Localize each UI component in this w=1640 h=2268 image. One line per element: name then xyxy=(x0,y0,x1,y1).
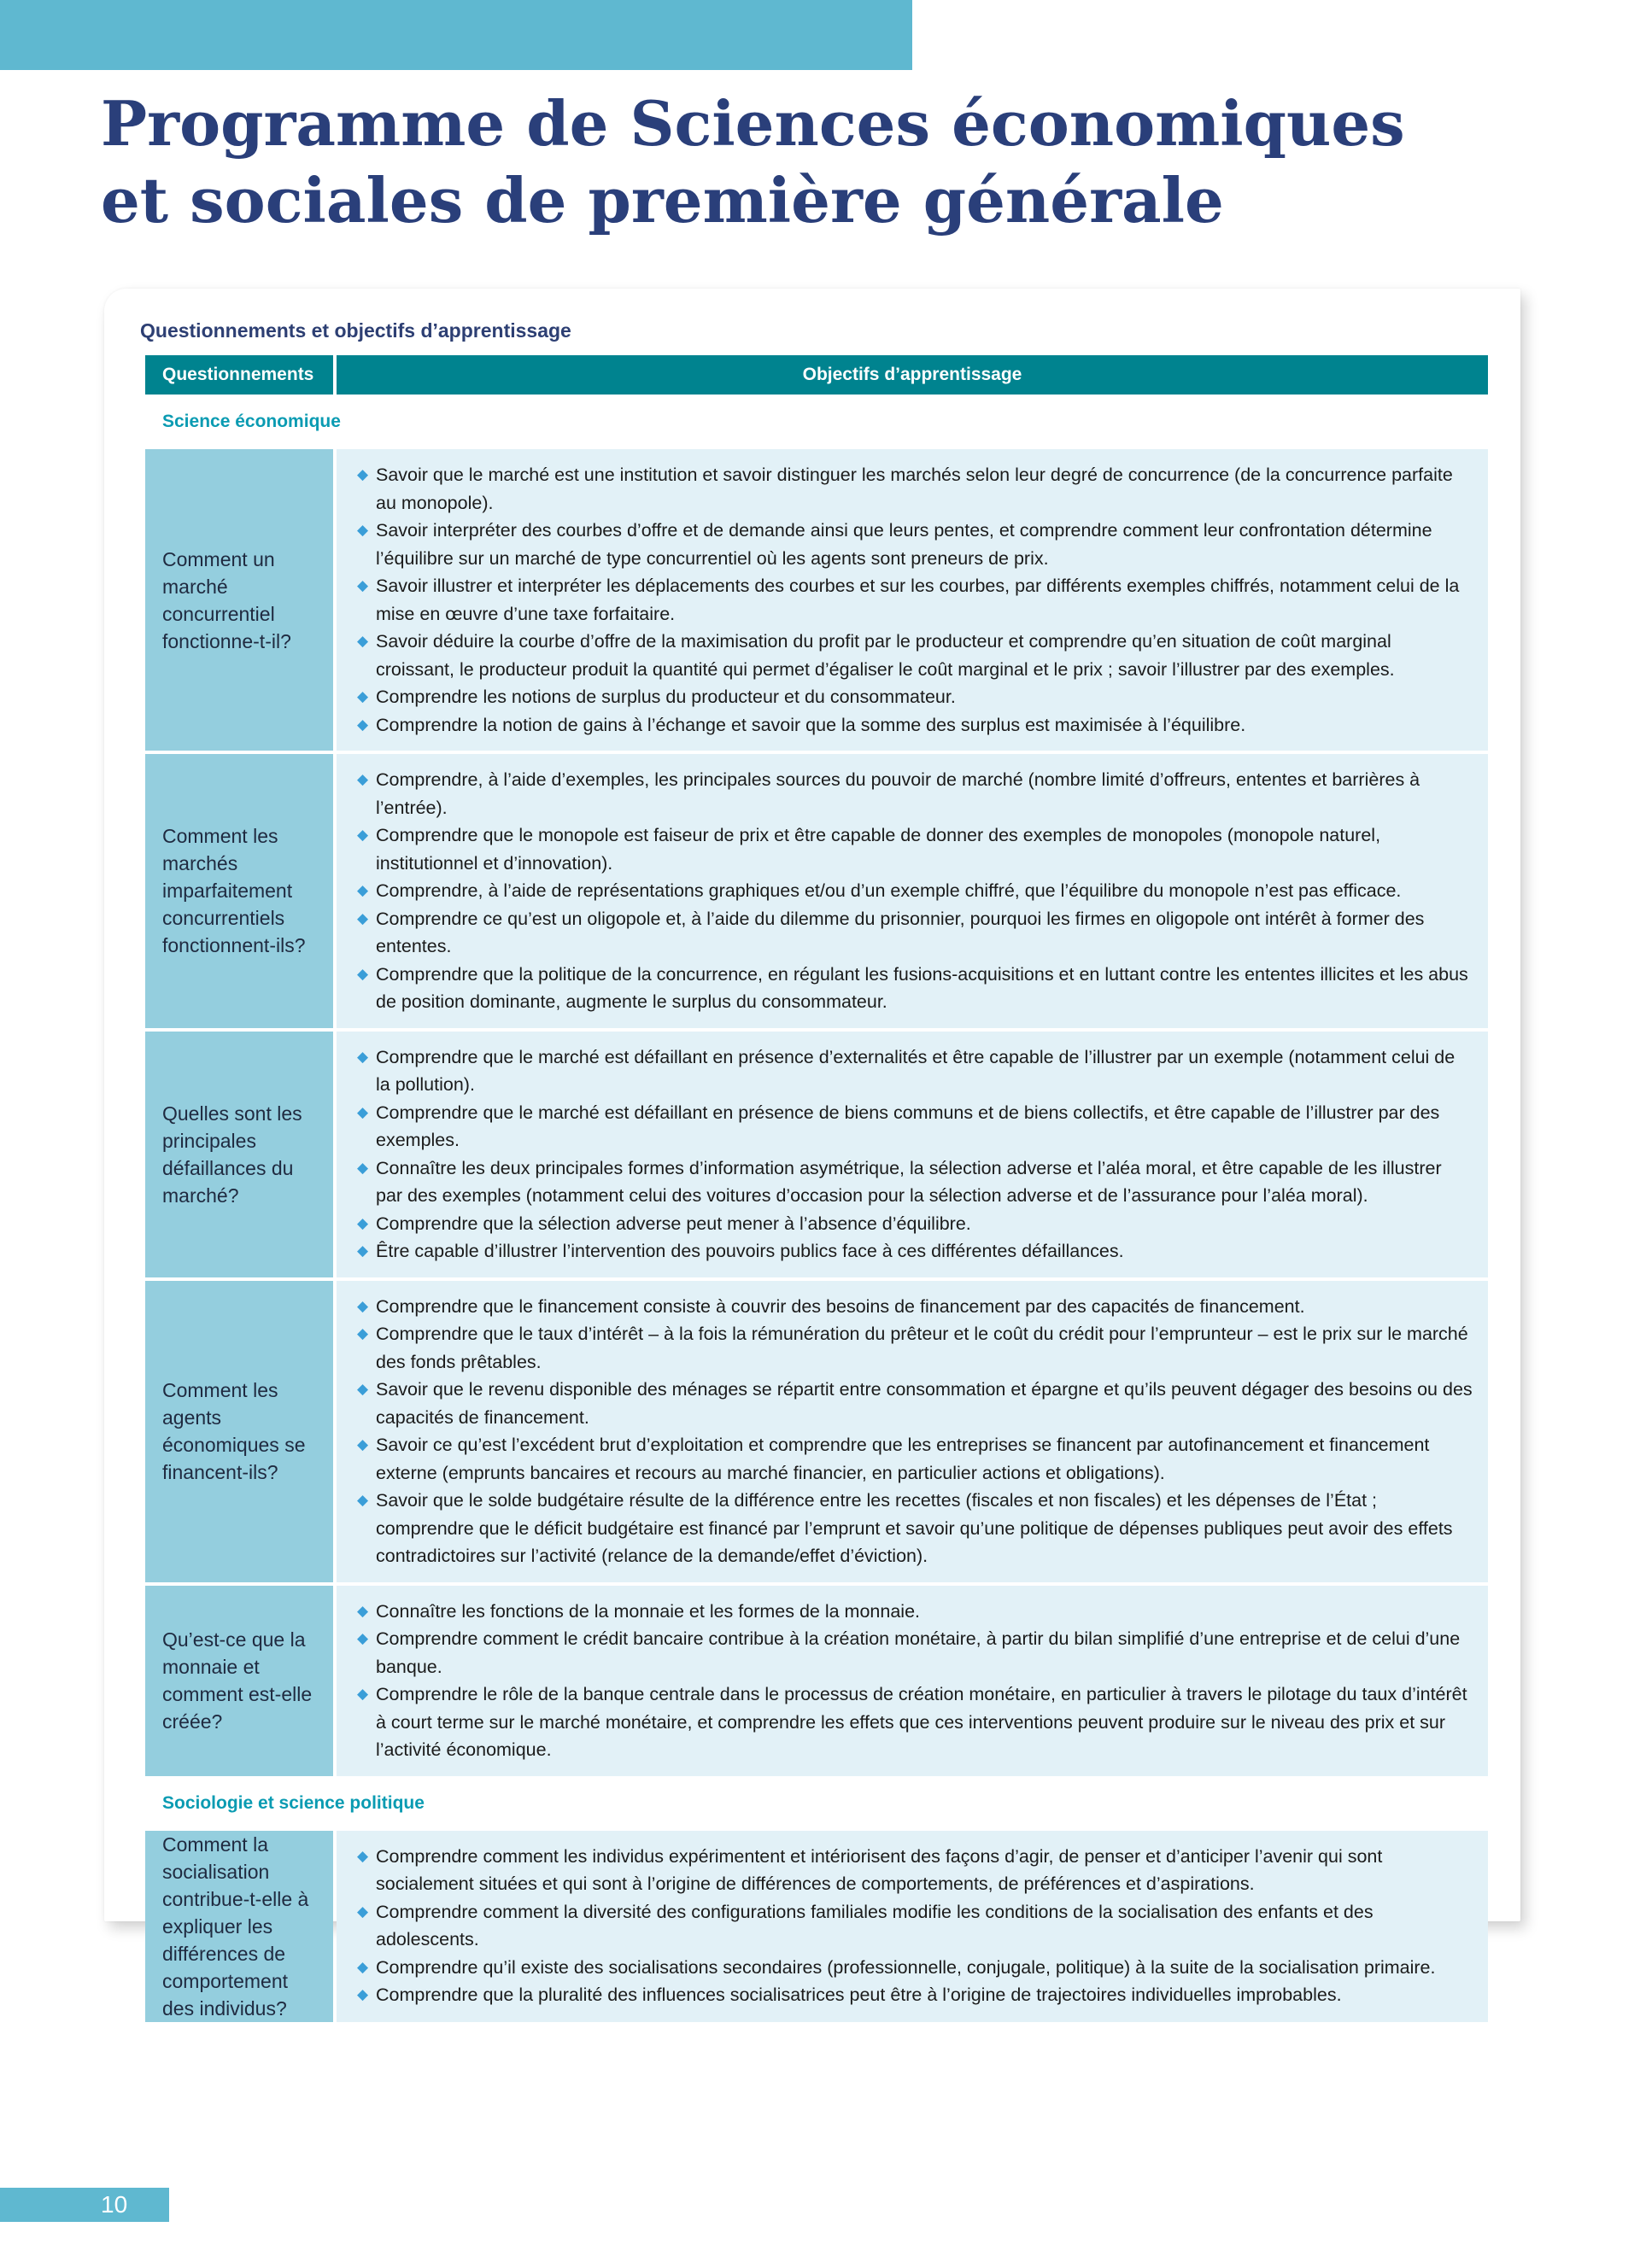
page-title-line-2: et sociales de première générale xyxy=(101,164,1224,237)
objective-item: ◆ Savoir déduire la courbe d’offre de la maximisation du profit par le producteur et comprendre qu’en situation de coût marginal croissant, le producteur produit la quantité qui permet d’égaliser le coût marginal et le prix ; savoir l’illustrer par des exemples. xyxy=(357,628,1473,683)
objectives-cell xyxy=(337,1586,1488,1776)
objective-item: ◆ Savoir interpréter des courbes d’offre et de demande ainsi que leurs pentes, et comprendre comment leur confrontation détermine l’équilibre sur un marché de type concurrentiel où les agents sont preneurs de prix. xyxy=(357,517,1473,572)
table-header-row xyxy=(145,355,1488,395)
program-table xyxy=(142,352,1491,2025)
table-body xyxy=(145,398,1488,2022)
question-cell: Qu’est-ce que la monnaie et comment est-elle créée? xyxy=(145,1586,333,1776)
objectives-cell xyxy=(337,449,1488,751)
objective-item: ◆ Comprendre que le monopole est faiseur de prix et être capable de donner des exemples de monopoles (monopole naturel, institutionnel et d’innovation). xyxy=(357,821,1473,877)
question-cell: Comment les agents économiques se financent-ils? xyxy=(145,1281,333,1582)
question-cell: Quelles sont les principales défaillances du marché? xyxy=(145,1032,333,1277)
objective-item: ◆ Comprendre le rôle de la banque centrale dans le processus de création monétaire, en particulier à travers le pilotage du taux d’intérêt à court terme sur le marché monétaire, et comprendre les effets que ces interventions peuvent produire sur le niveau des prix et sur l’activité économique. xyxy=(357,1681,1473,1764)
objectives-list xyxy=(357,461,1473,739)
section-title: Science économique xyxy=(162,412,341,431)
table-row xyxy=(145,1032,1488,1277)
objective-item: ◆ Comprendre comment la diversité des configurations familiales modifie les conditions de la socialisation des enfants et des adolescents. xyxy=(357,1898,1473,1954)
section-row xyxy=(145,1780,1488,1827)
section-row xyxy=(145,398,1488,446)
table-row xyxy=(145,449,1488,751)
page-title-line-1: Programme de Sciences économiques xyxy=(101,87,1405,160)
objective-item: ◆ Savoir que le marché est une institution et savoir distinguer les marchés selon leur degré de concurrence (de la concurrence parfaite au monopole). xyxy=(357,461,1473,517)
card-heading: Questionnements et objectifs d’apprentissage xyxy=(140,319,571,342)
objective-item: ◆ Comprendre que la politique de la concurrence, en régulant les fusions-acquisitions et en luttant contre les ententes illicites et les abus de position dominante, augmente le surplus du consommateur. xyxy=(357,961,1473,1016)
page-number: 10 xyxy=(0,2188,169,2222)
objectives-cell xyxy=(337,754,1488,1028)
objective-item: ◆ Comprendre comment le crédit bancaire contribue à la création monétaire, à partir du bilan simplifié d’une entreprise et de celui d’une banque. xyxy=(357,1625,1473,1681)
table-row xyxy=(145,754,1488,1028)
program-card xyxy=(104,289,1520,2020)
top-accent-bar xyxy=(0,0,912,70)
objectives-list xyxy=(357,1043,1473,1266)
objectives-list xyxy=(357,1293,1473,1570)
objective-item: ◆ Comprendre que le marché est défaillant en présence de biens communs et de biens collectifs, et être capable de l’illustrer par des exemples. xyxy=(357,1099,1473,1154)
objective-item: ◆ Comprendre que la pluralité des influences socialisatrices peut être à l’origine de trajectoires individuelles improbables. xyxy=(357,1981,1473,2009)
objectives-list xyxy=(357,1843,1473,2009)
objective-item: ◆ Savoir que le revenu disponible des ménages se répartit entre consommation et épargne et qu’ils peuvent dégager des besoins ou des capacités de financement. xyxy=(357,1376,1473,1431)
objective-item: ◆ Comprendre, à l’aide d’exemples, les principales sources du pouvoir de marché (nombre limité d’offreurs, ententes et barrières à l’entrée). xyxy=(357,766,1473,821)
table-row xyxy=(145,1281,1488,1582)
objective-item: ◆ Savoir illustrer et interpréter les déplacements des courbes et sur les courbes, par différents exemples chiffrés, notamment celui de la mise en œuvre d’une taxe forfaitaire. xyxy=(357,572,1473,628)
objectives-list xyxy=(357,766,1473,1016)
objective-item: ◆ Comprendre que le financement consiste à couvrir des besoins de financement par des capacités de financement. xyxy=(357,1293,1473,1321)
header-questions: Questionnements xyxy=(145,355,333,395)
objective-item: ◆ Comprendre la notion de gains à l’échange et savoir que la somme des surplus est maximisée à l’équilibre. xyxy=(357,711,1473,739)
objective-item: ◆ Comprendre que le marché est défaillant en présence d’externalités et être capable de l’illustrer par un exemple (notamment celui de la pollution). xyxy=(357,1043,1473,1099)
table-row xyxy=(145,1586,1488,1776)
objective-item: ◆ Savoir ce qu’est l’excédent brut d’exploitation et comprendre que les entreprises se financent par autofinancement et financement externe (emprunts bancaires et recours au marché financier, en particulier actions et obligations). xyxy=(357,1431,1473,1487)
question-cell: Comment la socialisation contribue-t-elle à expliquer les différences de comportement des individus? xyxy=(145,1831,333,2022)
objective-item: ◆ Comprendre les notions de surplus du producteur et du consommateur. xyxy=(357,683,1473,711)
question-cell: Comment un marché concurrentiel fonctionne-t-il? xyxy=(145,449,333,751)
table-row xyxy=(145,1831,1488,2022)
page-title xyxy=(101,85,1405,239)
objectives-cell xyxy=(337,1831,1488,2022)
objective-item: ◆ Être capable d’illustrer l’intervention des pouvoirs publics face à ces différentes défaillances. xyxy=(357,1237,1473,1266)
objective-item: ◆ Comprendre, à l’aide de représentations graphiques et/ou d’un exemple chiffré, que l’équilibre du monopole n’est pas efficace. xyxy=(357,877,1473,905)
question-cell: Comment les marchés imparfaitement concurrentiels fonctionnent-ils? xyxy=(145,754,333,1028)
objective-item: ◆ Comprendre que le taux d’intérêt – à la fois la rémunération du prêteur et le coût du crédit pour l’emprunteur – est le prix sur le marché des fonds prêtables. xyxy=(357,1320,1473,1376)
objective-item: ◆ Comprendre comment les individus expérimentent et intériorisent des façons d’agir, de penser et d’anticiper l’avenir qui sont socialement situées et qui sont à l’origine de différences de comportements, de préférences et d’aspirations. xyxy=(357,1843,1473,1898)
objective-item: ◆ Comprendre qu’il existe des socialisations secondaires (professionnelle, conjugale, politique) à la suite de la socialisation primaire. xyxy=(357,1954,1473,1982)
header-objectives: Objectifs d’apprentissage xyxy=(337,355,1488,395)
objectives-cell xyxy=(337,1032,1488,1277)
objective-item: ◆ Comprendre ce qu’est un oligopole et, à l’aide du dilemme du prisonnier, pourquoi les firmes en oligopole ont intérêt à former des ententes. xyxy=(357,905,1473,961)
objective-item: ◆ Connaître les fonctions de la monnaie et les formes de la monnaie. xyxy=(357,1598,1473,1626)
objective-item: ◆ Savoir que le solde budgétaire résulte de la différence entre les recettes (fiscales et non fiscales) et les dépenses de l’État ; comprendre que le déficit budgétaire est financé par l’emprunt et savoir qu’une politique de dépenses publiques peut avoir des effets contradictoires sur l’activité (relance de la demande/effet d’éviction). xyxy=(357,1487,1473,1570)
objective-item: ◆ Comprendre que la sélection adverse peut mener à l’absence d’équilibre. xyxy=(357,1210,1473,1238)
objectives-cell xyxy=(337,1281,1488,1582)
objective-item: ◆ Connaître les deux principales formes d’information asymétrique, la sélection adverse et l’aléa moral, et être capable de les illustrer par des exemples (notamment celui des voitures d’occasion pour la sélection adverse et de l’assurance pour l’aléa moral). xyxy=(357,1154,1473,1210)
objectives-list xyxy=(357,1598,1473,1764)
section-title: Sociologie et science politique xyxy=(162,1792,425,1813)
